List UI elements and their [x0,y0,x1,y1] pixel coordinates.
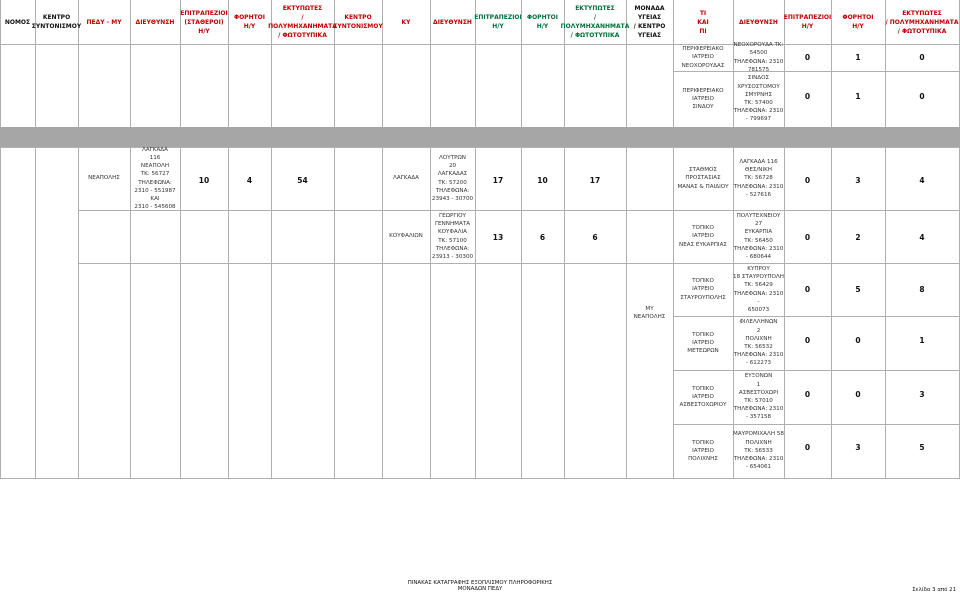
desktop-count: 0 [804,285,811,294]
header-epitrapezioi-3: ΕΠΙΤΡΑΠΕΖΙΟΙ Η/Υ [783,14,832,30]
laptop-count: 3 [855,176,861,185]
header-ektypotes-2: ΕΚΤΥΠΩΤΕΣ / ΠΟΛΥΜΗΧΑΝΗΜΑΤΑ / ΦΩΤΟΤΥΠΙΚΑ [560,5,630,39]
desktop-count: 0 [804,176,811,185]
col-rule [334,0,335,478]
desktop-count: 17 [492,176,504,185]
header-kentro-2: ΚΕΝΤΡΟ ΣΥΝΤΟΝΙΣΜΟΥ [333,14,383,30]
header-ti-pi: ΤΙ ΚΑΙ ΠΙ [697,9,709,35]
row-rule [0,478,960,479]
desktop-count: 0 [804,233,811,242]
ky-address: ΓΕΩΡΓΙΟΥ ΓΕΝΝΗΜΑΤΑ ΚΟΥΦΑΛΙΑ ΤΚ: 57100 ΤΗΛΕΦΩΝΑ: 23913 - 30300 [431,212,474,260]
desktop-count: 0 [804,443,811,452]
col-rule [626,0,627,478]
header-foritoi: ΦΟΡΗΤΟΙ Η/Υ [233,14,266,30]
col-rule [35,0,36,478]
laptop-count: 10 [537,176,548,185]
col-rule [78,0,79,478]
desktop-count: 10 [198,176,210,185]
desktop-count: 0 [804,92,811,101]
desktop-count: 0 [804,53,811,62]
page-number: Σελίδα 3 από 21 [912,587,956,593]
printer-count: 0 [919,53,925,62]
unit-address: ΛΑΓΚΑΔΑ 116 ΘΕΣ/ΝΙΚΗ ΤΚ: 56728 ΤΗΛΕΦΩΝΑ: 2310 - 527616 [733,158,784,198]
header-ektypotes-3: ΕΚΤΥΠΩΤΕΣ / ΠΟΛΥΜΗΧΑΝΗΜΑΤΑ / ΦΩΤΟΤΥΠΙΚΑ [885,9,959,35]
unit-name: ΤΟΠΙΚΟ ΙΑΤΡΕΙΟ ΝΕΑΣ ΕΥΚΑΡΠΙΑΣ [679,225,727,248]
laptop-count: 5 [855,285,861,294]
printer-count: 54 [297,176,308,185]
col-rule [130,0,131,478]
header-ektypotes: ΕΚΤΥΠΩΤΕΣ / ΠΟΛΥΜΗΧΑΝΗΜΑΤΑ / ΦΩΤΟΤΥΠΙΚΑ [268,5,337,39]
printer-count: 3 [919,390,925,399]
unit-name: ΠΕΡΙΦΕΡΕΙΑΚΟ ΙΑΤΡΕΙΟ ΝΕΟΧΟΡΟΥΔΑΣ [681,46,725,69]
unit-address: ΚΥΠΡΟΥ 18 ΣΤΑΥΡΟΥΠΟΛΗ ΤΚ: 56429 ΤΗΛΕΦΩΝΑ: 2310 - 650073 [733,265,784,313]
ky-address: ΛΟΥΤΡΩΝ 20 ΛΑΓΚΑΔΑΣ ΤΚ: 57200 ΤΗΛΕΦΩΝΑ: 23943 - 30700 [431,154,474,202]
pedy-address: ΛΑΓΚΑΔΑ 116 ΝΕΑΠΟΛΗ ΤΚ: 56727 ΤΗΛΕΦΩΝΑ: 2310 - 551987 ΚΑΙ 2310 - 545608 [134,146,176,211]
header-dieythynsh-2: ΔΙΕΥΘΥΝΣΗ [433,18,472,26]
header-rule [0,44,960,45]
separator-band [0,127,960,147]
printer-count: 5 [919,443,925,452]
laptop-count: 3 [855,443,861,452]
desktop-count: 13 [492,233,504,242]
header-monada-ygeias: ΜΟΝΑΔΑ ΥΓΕΙΑΣ / ΚΕΝΤΡΟ ΥΓΕΙΑΣ [633,5,666,39]
row-rule [78,210,960,211]
printer-count: 4 [919,176,925,185]
unit-address: ΣΙΝΔΟΣ ΧΡΥΣΟΣΤΟΜΟΥ ΣΜΥΡΝΗΣ ΤΚ: 57400 ΤΗΛΕΦΩΝΑ: 2310 - 799697 [733,75,784,123]
laptop-count: 0 [855,390,861,399]
printer-count: 8 [919,285,925,294]
unit-address: ΝΕΟΧΟΡΟΥΔΑ ΤΚ: 54500 ΤΗΛΕΦΩΝΑ: 2310 781575 [733,42,784,73]
unit-address: ΕΥΞΟΝΩΝ 1 ΑΣΒΕΣΤΟΧΩΡΙ ΤΚ: 57010 ΤΗΛΕΦΩΝΑ: 2310 - 357158 [733,373,784,421]
header-foritoi-3: ΦΟΡΗΤΟΙ Η/Υ [842,14,874,30]
header-nomos: ΝΟΜΟΣ [4,18,31,26]
footer-title: ΠΙΝΑΚΑΣ ΚΑΤΑΓΡΑΦΗΣ ΕΞΟΠΛΙΣΜΟΥ ΠΛΗΡΟΦΟΡΙΚΗΣ ΜΟΝΑΔΩΝ ΠΕΔΥ [407,580,553,592]
laptop-count: 6 [539,233,546,242]
printer-count: 0 [919,92,925,101]
unit-name: ΤΟΠΙΚΟ ΙΑΤΡΕΙΟ ΜΕΤΕΩΡΩΝ [687,331,719,355]
laptop-count: 4 [246,176,253,185]
laptop-count: 1 [855,53,861,62]
printer-count: 1 [919,336,925,345]
pedy-name: ΝΕΑΠΟΛΗΣ [88,175,120,182]
printer-count: 6 [592,233,598,242]
header-epitrapezioi-stathero: ΕΠΙΤΡΑΠΕΖΙΟΙ (ΣΤΑΘΕΡΟΙ) Η/Υ [180,9,228,35]
unit-name: ΠΕΡΙΦΕΡΕΙΑΚΟ ΙΑΤΡΕΙΟ ΣΙΝΔΟΥ [682,87,724,111]
unit-name: ΤΟΠΙΚΟ ΙΑΤΡΕΙΟ ΣΤΑΥΡΟΥΠΟΛΗΣ [680,278,726,301]
unit-address: ΜΑΥΡΟΜΙΧΑΛΗ 58 ΠΟΛΙΧΝΗ ΤΚ: 56533 ΤΗΛΕΦΩΝΑ: 2310 - 654061 [733,431,784,471]
unit-name: ΤΟΠΙΚΟ ΙΑΤΡΕΙΟ ΠΟΛΙΧΝΗΣ [688,439,718,463]
col-rule [271,0,272,478]
printer-count: 4 [919,233,925,242]
col-rule [180,0,181,478]
col-rule [0,0,1,478]
unit-address: ΠΟΛΥΤΕΧΝΕΙΟΥ 27 ΕΥΚΑΡΠΙΑ ΤΚ: 56450 ΤΗΛΕΦΩΝΑ: 2310 - 680644 [733,212,784,260]
desktop-count: 0 [804,336,811,345]
laptop-count: 2 [855,233,861,242]
unit-name: ΤΟΠΙΚΟ ΙΑΤΡΕΙΟ ΑΣΒΕΣΤΟΧΩΡΙΟΥ [679,385,727,409]
header-ky: ΚΥ [401,18,411,26]
unit-name: ΣΤΑΘΜΟΣ ΠΡΟΣΤΑΣΙΑΣ ΜΑΝΑΣ & ΠΑΙΔΙΟΥ [677,167,729,190]
unit-address: ΦΙΛΕΛΛΗΝΩΝ 2 ΠΟΛΙΧΝΗ ΤΚ: 56532 ΤΗΛΕΦΩΝΑ: 2310 - 612273 [733,319,784,367]
header-kentro: ΚΕΝΤΡΟ ΣΥΝΤΟΝΙΣΜΟΥ [31,14,82,30]
ky-name: ΛΑΓΚΑΔΑ [393,175,419,182]
header-foritoi-2: ΦΟΡΗΤΟΙ Η/Υ [526,14,559,30]
row-rule [78,263,960,264]
laptop-count: 1 [855,92,861,101]
desktop-count: 0 [804,390,811,399]
ky-name: ΚΟΥΦΑΛΙΩΝ [389,233,423,240]
header-epitrapezioi: ΕΠΙΤΡΑΠΕΖΙΟΙ Η/Υ [474,14,522,30]
col-rule [228,0,229,478]
header-dieythynsh: ΔΙΕΥΘΥΝΣΗ [135,18,175,26]
header-dieythynsh-3: ΔΙΕΥΘΥΝΣΗ [739,18,778,26]
monada-name: ΜΥ ΝΕΑΠΟΛΗΣ [633,305,666,320]
laptop-count: 0 [855,336,861,345]
header-pedy-my: ΠΕΔΥ - ΜΥ [86,18,122,26]
printer-count: 17 [589,176,601,185]
